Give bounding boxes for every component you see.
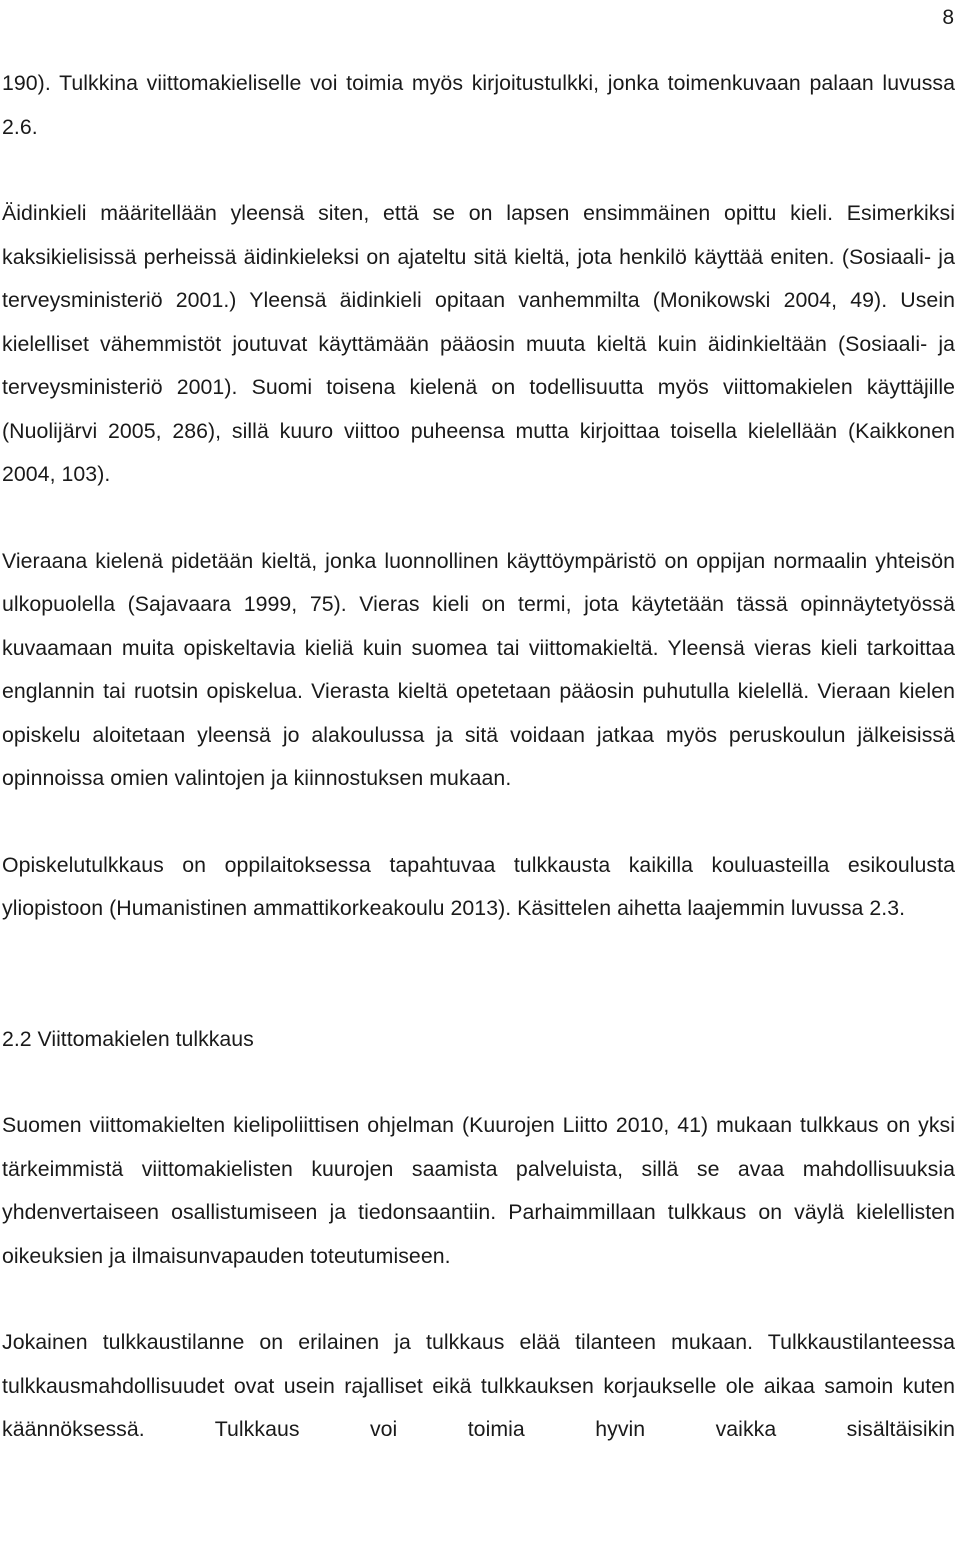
document-body [2, 62, 955, 1452]
paragraph-interpreter-role: 190). Tulkkina viittomakieliselle voi toimia myös kirjoitustulkki, jonka toimenkuvaan palaan luvussa 2.6. [2, 71, 955, 139]
paragraph-interpreting-situations: Jokainen tulkkaustilanne on erilainen ja tulkkaus elää tilanteen mukaan. Tulkkaustilanteessa tulkkausmahdollisuudet ovat usein rajalliset eikä tulkkauksen korjaukselle ole aikaa samoin kuten käännöksessä. Tulkkaus voi toimia hyvin vaikka sisältäisikin [2, 1330, 955, 1441]
paragraph-study-interpreting: Opiskelutulkkaus on oppilaitoksessa tapahtuvaa tulkkausta kaikilla kouluasteilla esikoulusta yliopistoon (Humanistinen ammattikorkeakoulu 2013). Käsittelen aihetta laajemmin luvussa 2.3. [2, 852, 955, 920]
paragraph-sign-language-interpreting: Suomen viittomakielten kielipoliittisen ohjelman (Kuurojen Liitto 2010, 41) mukaan tulkkaus on yksi tärkeimmistä viittomakielisten kuurojen saamista palveluista, sillä se avaa mahdollisuuksia yhdenvertaiseen osallistumiseen ja tiedonsaantiin. Parhaimmillaan tulkkaus on väylä kielellisten oikeuksien ja ilmaisunvapauden toteutumiseen. [2, 1113, 955, 1268]
paragraph-foreign-language: Vieraana kielenä pidetään kieltä, jonka luonnollinen käyttöympäristö on oppijan normaalin yhteisön ulkopuolella (Sajavaara 1999, 75). Vieras kieli on termi, jota käytetään tässä opinnäytetyössä kuvaamaan muita opiskeltavia kieliä kuin suomea tai viittomakieltä. Yleensä vieras kieli tarkoittaa englannin tai ruotsin opiskelua. Vierasta kieltä opetetaan pääosin puhutulla kielellä. Vieraan kielen opiskelu aloitetaan yleensä jo alakoulussa ja sitä voidaan jatkaa myös peruskoulun jälkeisissä opinnoissa omien valintojen ja kiinnostuksen mukaan. [2, 548, 955, 790]
page-number: 8 [942, 6, 954, 29]
paragraph-mother-tongue: Äidinkieli määritellään yleensä siten, että se on lapsen ensimmäinen opittu kieli. Esimerkiksi kaksikielisissä perheissä äidinkieleksi on ajateltu sitä kieltä, jota henkilö käyttää eniten. (Sosiaali- ja terveysministeriö 2001.) Yleensä äidinkieli opitaan vanhemmilta (Monikowski 2004, 49). Usein kielelliset vähemmistöt joutuvat käyttämään pääosin muuta kieltä kuin äidinkieltään (Sosiaali- ja terveysministeriö 2001). Suomi toisena kielenä on todellisuutta myös viittomakielen käyttäjille (Nuolijärvi 2005, 286), sillä kuuro viittoo puheensa mutta kirjoittaa toisella kielellään (Kaikkonen 2004, 103). [2, 201, 955, 486]
section-heading: 2.2 Viittomakielen tulkkaus [2, 1026, 254, 1051]
